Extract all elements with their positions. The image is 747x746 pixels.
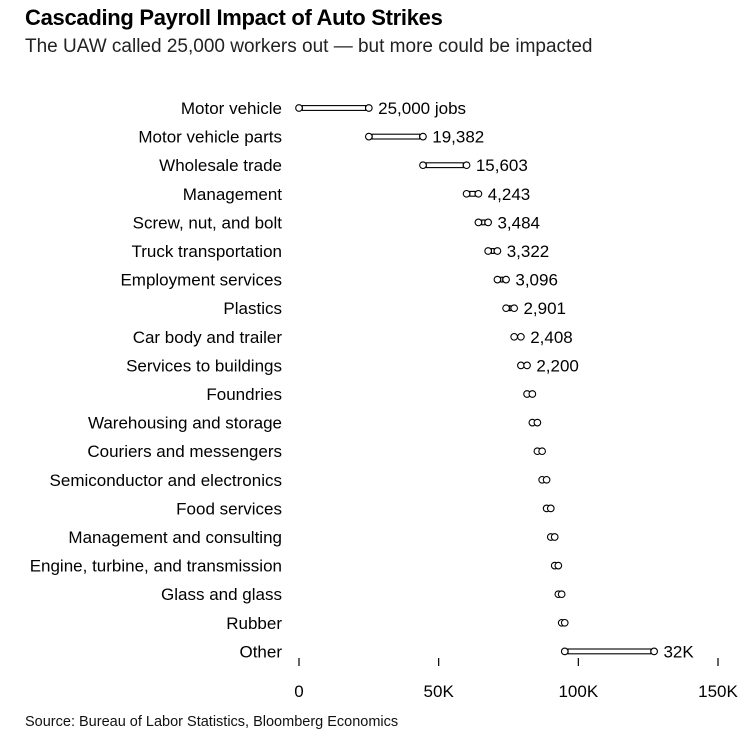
value-label: 25,000 jobs xyxy=(378,99,467,118)
start-marker xyxy=(296,105,303,112)
end-marker xyxy=(420,133,427,140)
x-tick-label: 50K xyxy=(423,682,454,701)
x-tick-label: 100K xyxy=(558,682,599,701)
chart-row xyxy=(181,99,466,118)
value-label: 15,603 xyxy=(475,156,528,176)
chart-row xyxy=(226,614,568,633)
end-marker xyxy=(524,362,531,369)
chart-row xyxy=(159,156,528,175)
chart-row xyxy=(30,557,562,576)
end-marker xyxy=(551,534,558,541)
range-bar xyxy=(568,649,651,654)
category-label: Warehousing and storage xyxy=(87,413,282,433)
category-label: Management and consulting xyxy=(68,528,282,547)
category-label: Employment services xyxy=(120,270,282,290)
value-label: 19,382 xyxy=(432,127,485,147)
chart-row xyxy=(183,185,530,204)
range-bar xyxy=(426,163,463,168)
value-label: 3,484 xyxy=(497,213,540,233)
start-marker xyxy=(420,162,427,169)
end-marker xyxy=(534,419,541,426)
value-label: 2,901 xyxy=(523,299,567,319)
chart-row xyxy=(68,528,558,547)
end-marker xyxy=(503,276,510,283)
source-note: Source: Bureau of Labor Statistics, Bloomberg Economics xyxy=(25,714,399,730)
range-bar xyxy=(470,191,475,196)
category-label: Plastics xyxy=(223,299,282,319)
start-marker xyxy=(475,219,482,226)
end-marker xyxy=(475,191,482,198)
category-label: Glass and glass xyxy=(161,585,282,605)
value-label: 3,096 xyxy=(515,270,558,290)
end-marker xyxy=(518,334,525,341)
end-marker xyxy=(485,219,492,226)
category-label: Management xyxy=(182,184,282,204)
start-marker xyxy=(561,648,568,655)
x-tick-label: 150K xyxy=(698,682,738,701)
value-label: 4,243 xyxy=(487,184,531,204)
chart-row xyxy=(50,471,550,490)
start-marker xyxy=(503,305,510,312)
end-marker xyxy=(494,248,501,255)
start-marker xyxy=(485,248,492,255)
end-marker xyxy=(547,505,554,512)
value-label: 3,322 xyxy=(506,242,550,261)
start-marker xyxy=(366,133,373,140)
end-marker xyxy=(463,162,470,169)
range-bar xyxy=(302,106,365,111)
chart-row xyxy=(126,356,579,375)
range-bar xyxy=(372,134,420,139)
category-label: Services to buildings xyxy=(126,356,282,376)
category-label: Car body and trailer xyxy=(132,327,282,347)
chart-row xyxy=(138,128,484,147)
category-label: Couriers and messengers xyxy=(87,442,282,462)
end-marker xyxy=(555,562,562,569)
chart-row xyxy=(239,642,694,661)
category-label: Other xyxy=(239,642,282,662)
start-marker xyxy=(494,276,501,283)
value-label: 32K xyxy=(663,642,694,662)
category-label: Screw, nut, and bolt xyxy=(132,213,282,233)
category-label: Food services xyxy=(176,499,282,519)
chart-row xyxy=(161,585,565,604)
start-marker xyxy=(511,334,518,341)
start-marker xyxy=(463,191,470,198)
category-label: Truck transportation xyxy=(131,242,282,261)
category-label: Semiconductor and electronics xyxy=(49,470,282,490)
category-label: Engine, turbine, and transmission xyxy=(29,556,282,576)
end-marker xyxy=(651,648,658,655)
end-marker xyxy=(558,591,565,598)
category-label: Rubber xyxy=(226,613,282,633)
x-tick-label: 0 xyxy=(294,682,304,701)
category-label: Foundries xyxy=(206,385,282,404)
category-label: Motor vehicle xyxy=(180,99,282,118)
chart-row xyxy=(223,299,566,318)
chart-row xyxy=(120,271,557,290)
end-marker xyxy=(543,477,550,484)
chart-subtitle: The UAW called 25,000 workers out — but more could be impacted xyxy=(25,36,593,57)
chart-row xyxy=(88,414,541,433)
category-label: Motor vehicle parts xyxy=(138,127,282,147)
end-marker xyxy=(529,391,536,398)
chart-row xyxy=(133,328,573,347)
end-marker xyxy=(561,620,568,627)
chart-row xyxy=(176,499,554,518)
end-marker xyxy=(511,305,518,312)
chart-row xyxy=(131,242,549,261)
chart-title: Cascading Payroll Impact of Auto Strikes xyxy=(25,5,443,30)
end-marker xyxy=(539,448,546,455)
chart-row xyxy=(133,213,540,232)
chart-row xyxy=(206,385,535,404)
chart-row xyxy=(87,442,545,461)
value-label: 2,200 xyxy=(536,356,579,376)
end-marker xyxy=(366,105,373,112)
category-label: Wholesale trade xyxy=(159,156,282,176)
value-label: 2,408 xyxy=(530,327,573,347)
